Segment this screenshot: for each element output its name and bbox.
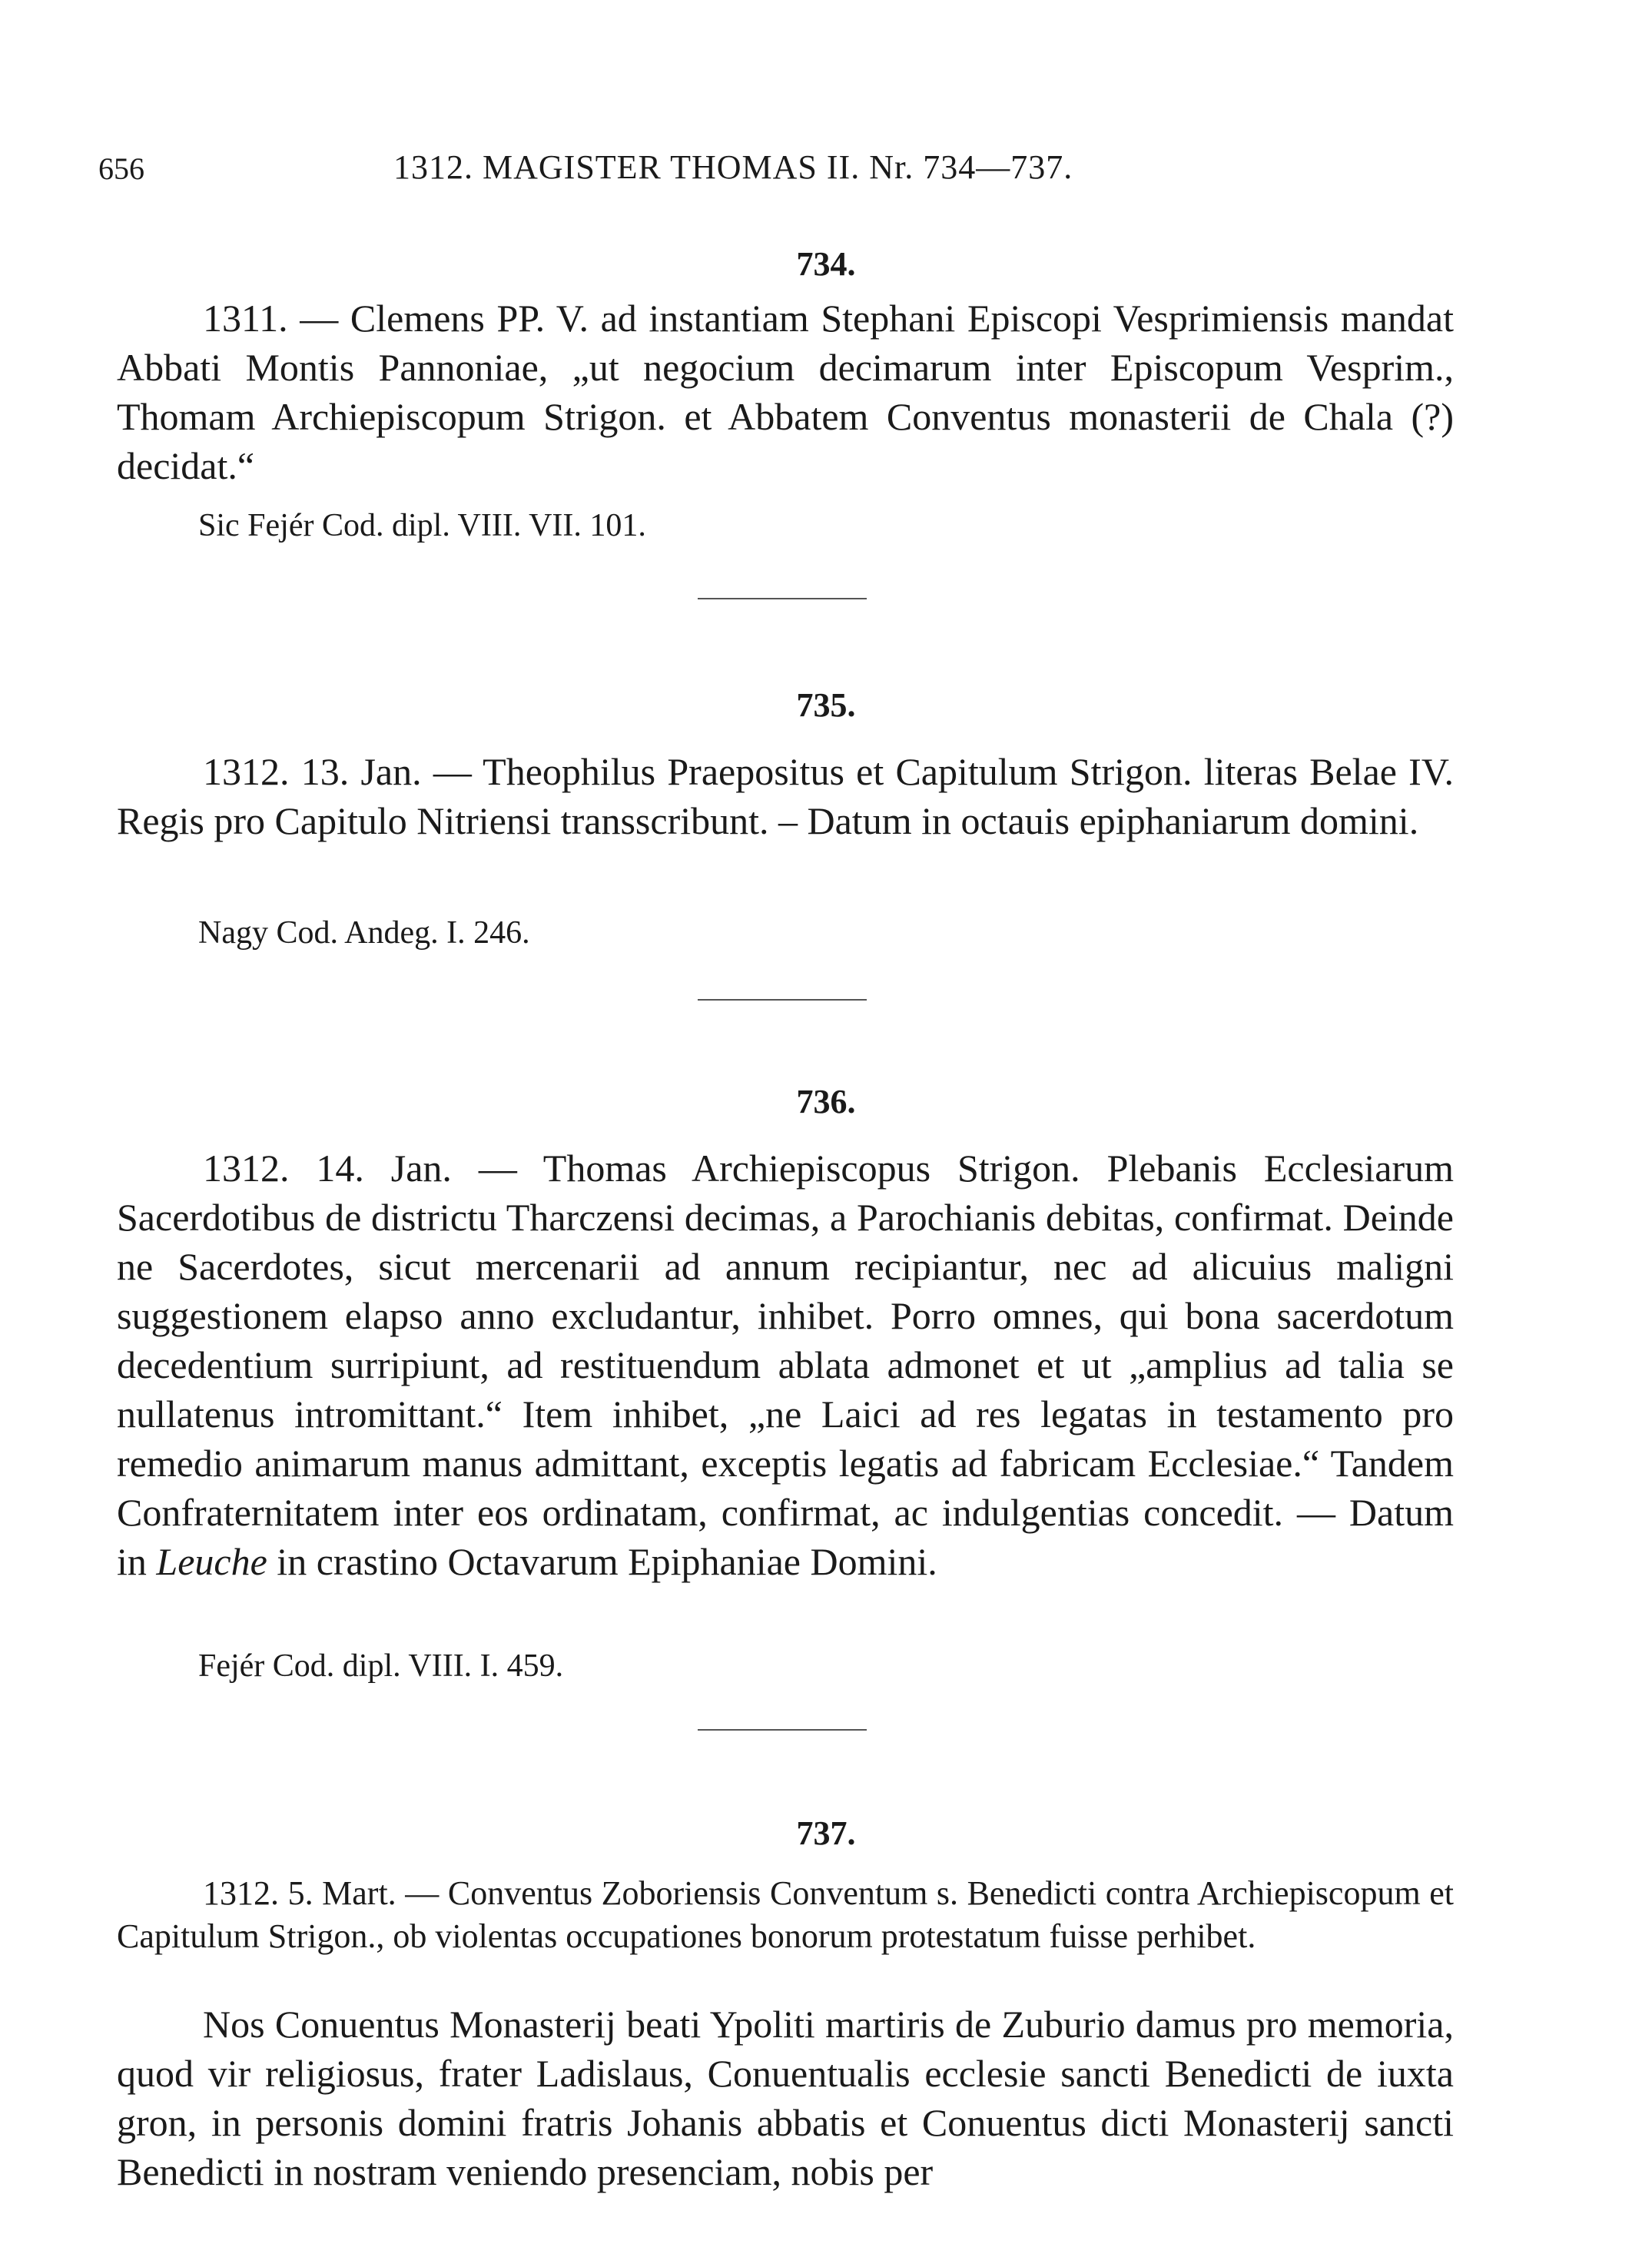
running-title: 1312. MAGISTER THOMAS II. Nr. 734—737. [393,148,1073,186]
entry-text-736-main: 1312. 14. Jan. — Thomas Archiepiscopus Strigon. Plebanis Ecclesiarum Sacerdotibus de districtu Tharczensi decimas, a Parochianis debitas, confirmat. Deinde ne Sacerdotes, sicut mercenarii ad annum recipiantur, nec ad alicuius maligni suggestionem elapso anno excludantur, inhibet. Porro omnes, qui bona sacerdotum decedentium surripiunt, ad restituendum ablata admonet et ut „amplius ad talia se nullatenus intromittant.“ Item inhibet, „ne Laici ad res legatas in testamento pro remedio animarum manus admittant, exceptis legatis ad fabricam Ecclesiae.“ Tandem Confraternitatem inter eos ordinatam, confirmat, ac indulgentias concedit. — Datum in [117,1147,1454,1583]
page-number: 656 [98,151,144,186]
separator-rule [698,598,867,599]
entry-source-734: Sic Fejér Cod. dipl. VIII. VII. 101. [198,508,646,543]
entry-number-737: 737. [796,1814,856,1852]
place-name-italic: Leuche [156,1540,267,1583]
entry-source-736: Fejér Cod. dipl. VIII. I. 459. [198,1648,564,1684]
entry-text-736-end: in crastino Octavarum Epiphaniae Domini. [277,1540,937,1583]
entry-text-737: 1312. 5. Mart. — Conventus Zoboriensis Conventum s. Benedicti contra Archiepiscopum et Capitulum Strigon., ob violentas occupationes bonorum protestatum fuisse perhibet. [117,1874,1454,1955]
entry-text-735: 1312. 13. Jan. — Theophilus Praepositus et Capitulum Strigon. literas Belae IV. Regis pro Capitulo Nitriensi transscribunt. – Datum in octauis epiphaniarum domini. [117,750,1454,842]
entry-text-734: 1311. — Clemens PP. V. ad instantiam Stephani Episcopi Vesprimiensis mandat Abbati Montis Pannoniae, „ut negocium decimarum inter Episcopum Vesprim., Thomam Archiepiscopum Strigon. et Abbatem Conventus monasterii de Chala (?) decidat.“ [117,297,1454,487]
entry-text-736 [117,1143,1454,1586]
entry-number-735: 735. [796,686,856,724]
entry-number-736: 736. [796,1083,856,1120]
entry-number-734: 734. [796,245,856,283]
separator-rule [698,999,867,1001]
document-body-737: Nos Conuentus Monasterij beati Ypoliti martiris de Zuburio damus pro memoria, quod vir religiosus, frater Ladislaus, Conuentualis ecclesie sancti Benedicti de iuxta gron, in personis domini fratris Johanis abbatis et Conuentus dicti Monasterij sancti Benedicti in nostram veniendo presenciam, nobis per [117,2003,1454,2193]
separator-rule [698,1729,867,1731]
entry-source-735: Nagy Cod. Andeg. I. 246. [198,915,530,951]
